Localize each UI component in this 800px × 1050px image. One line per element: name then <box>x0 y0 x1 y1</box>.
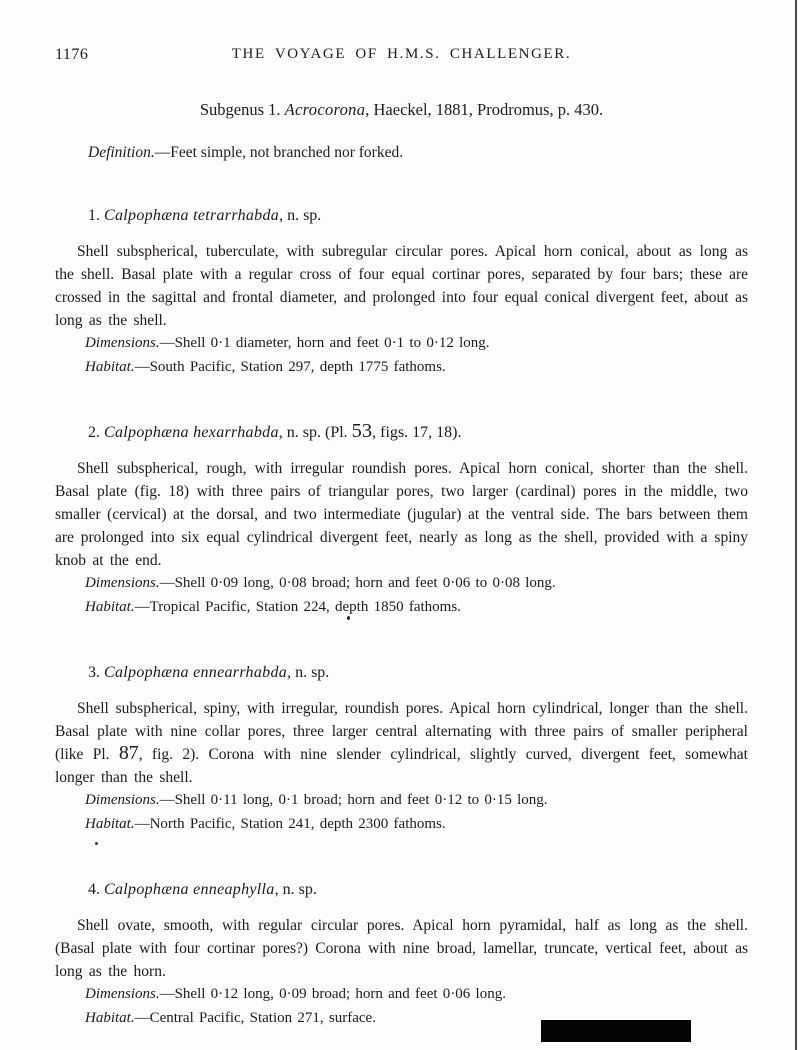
species-heading <box>55 421 748 442</box>
subgenus-heading <box>55 100 748 120</box>
species-heading-suffix: , n. sp. <box>287 664 330 681</box>
habitat-text: —Tropical Pacific, Station 224, depth 1850 fathoms. <box>134 598 461 615</box>
definition-label: Definition. <box>88 144 155 161</box>
dimensions-label: Dimensions. <box>85 792 160 808</box>
dimensions-line <box>55 572 748 596</box>
scan-artifact-speck <box>347 616 350 620</box>
species-description <box>55 914 748 983</box>
species-name: Calpophæna enneaphylla <box>104 881 275 898</box>
habitat-line <box>55 813 748 837</box>
habitat-line <box>55 356 748 380</box>
dimensions-label: Dimensions. <box>85 986 160 1002</box>
page-number: 1176 <box>55 46 89 63</box>
species-number: 4. <box>88 881 104 898</box>
dimensions-line <box>55 983 748 1007</box>
subgenus-name: Acrocorona <box>284 100 366 119</box>
description-text: , fig. 2). Corona with nine slender cylindrical, slightly curved, divergent feet, somewhat longer than the shell. <box>55 746 748 786</box>
species-number: 2. <box>88 424 104 441</box>
habitat-line <box>55 596 748 620</box>
subgenus-prefix: Subgenus 1. <box>199 100 285 119</box>
species-entry-3 <box>55 661 748 836</box>
habitat-text: —South Pacific, Station 297, depth 1775 fathoms. <box>134 358 446 375</box>
species-heading <box>55 878 748 899</box>
description-text: Shell subspherical, tuberculate, with subregular circular pores. Apical horn conical, about as long as the shell. Basal plate with a regular cross of four equal cortinar pores, separated by four bars; these are crossed in the sagittal and frontal diameter, and prolonged into four equal conical divergent feet, about as long as the shell. <box>55 243 748 329</box>
species-name: Calpophæna ennearrhabda <box>104 664 288 681</box>
species-heading <box>55 204 748 225</box>
habitat-label: Habitat. <box>85 598 135 615</box>
dimensions-line <box>55 789 748 813</box>
dimensions-text: —Shell 0·11 long, 0·1 broad; horn and feet 0·12 to 0·15 long. <box>159 792 548 808</box>
definition-text: —Feet simple, not branched nor forked. <box>154 144 404 161</box>
description-text: Shell subspherical, spiny, with irregular, roundish pores. Apical horn cylindrical, longer than the shell. Basal plate with nine collar pores, three larger central alternating with three pairs of smaller peripheral (like Pl. <box>55 700 748 763</box>
dimensions-line <box>55 332 748 356</box>
dimensions-text: —Shell 0·09 long, 0·08 broad; horn and feet 0·06 to 0·08 long. <box>159 575 556 591</box>
plate-number: 87 <box>118 742 139 764</box>
plate-number: 53 <box>351 420 373 442</box>
species-heading-suffix: , n. sp. (Pl. <box>278 424 352 441</box>
species-entry-2 <box>55 421 748 619</box>
running-title: THE VOYAGE OF H.M.S. CHALLENGER. <box>231 46 572 62</box>
description-text: Shell subspherical, rough, with irregular roundish pores. Apical horn conical, shorter than the shell. Basal plate (fig. 18) with three pairs of triangular pores, two larger (cardinal) pores in the middle, two smaller (cervical) at the dorsal, and two intermediate (jugular) at the ventral side. The bars between them are prolonged into six equal cylindrical divergent feet, nearly as long as the shell, provided with a spiny knob at the end. <box>55 460 748 569</box>
habitat-text: —Central Pacific, Station 271, surface. <box>134 1009 376 1026</box>
description-text: Shell ovate, smooth, with regular circular pores. Apical horn pyramidal, half as long as the shell. (Basal plate with four cortinar pores?) Corona with nine broad, lamellar, truncate, vertical feet, about as long as the horn. <box>55 917 748 980</box>
habitat-label: Habitat. <box>85 358 135 375</box>
species-entry-4 <box>55 878 748 1030</box>
species-heading-suffix: , n. sp. <box>274 881 317 898</box>
definition-line <box>55 144 748 162</box>
dimensions-text: —Shell 0·12 long, 0·09 broad; horn and feet 0·06 long. <box>159 986 506 1002</box>
species-heading <box>55 661 748 682</box>
species-heading-suffix: , n. sp. <box>279 207 322 224</box>
dimensions-text: —Shell 0·1 diameter, horn and feet 0·1 to 0·12 long. <box>159 335 490 351</box>
scan-artifact-bottom-bar <box>541 1020 691 1042</box>
species-name: Calpophæna hexarrhabda <box>104 424 279 441</box>
species-heading-suffix-2: , figs. 17, 18). <box>372 424 462 441</box>
species-description <box>55 457 748 572</box>
species-name: Calpophæna tetrarrhabda <box>104 207 280 224</box>
scan-artifact-edge-line <box>795 0 797 1050</box>
habitat-label: Habitat. <box>85 1009 135 1026</box>
species-number: 3. <box>88 664 104 681</box>
habitat-label: Habitat. <box>85 815 135 832</box>
species-description <box>55 240 748 332</box>
species-entry-1 <box>55 204 748 379</box>
dimensions-label: Dimensions. <box>85 575 160 591</box>
species-description <box>55 697 748 789</box>
subgenus-suffix: , Haeckel, 1881, Prodromus, p. 430. <box>365 100 604 119</box>
scan-artifact-speck <box>95 842 98 845</box>
species-number: 1. <box>88 207 104 224</box>
running-head <box>55 46 748 68</box>
habitat-text: —North Pacific, Station 241, depth 2300 fathoms. <box>134 815 446 832</box>
dimensions-label: Dimensions. <box>85 335 160 351</box>
